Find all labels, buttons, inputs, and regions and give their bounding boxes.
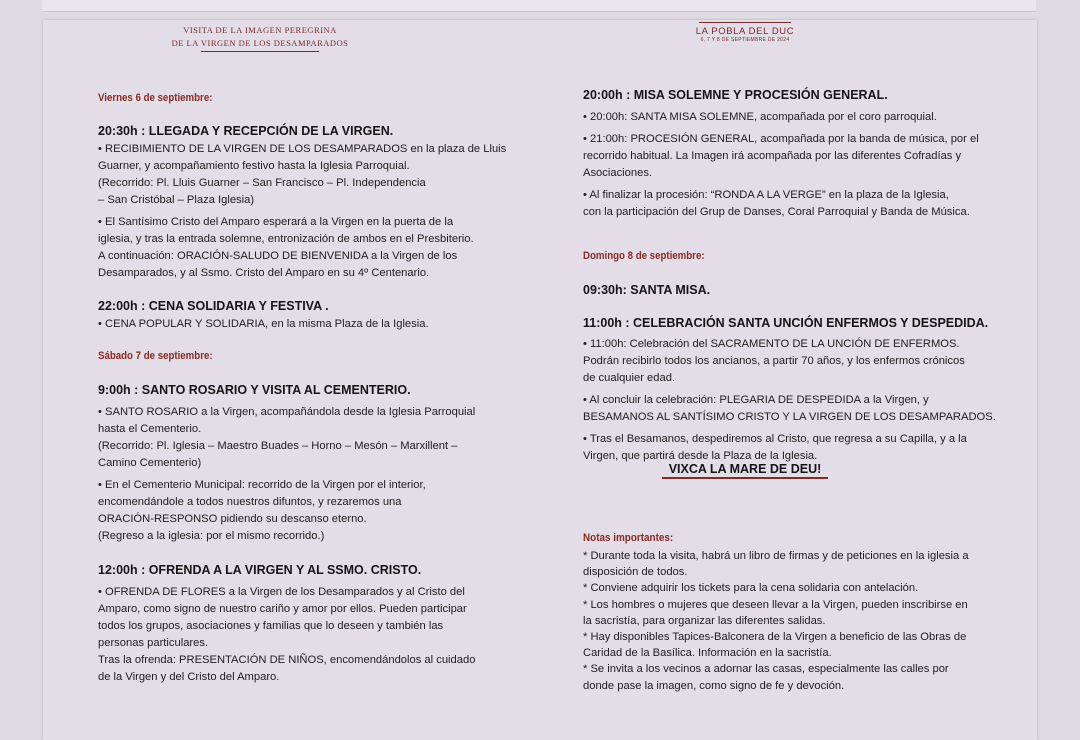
notes-list xyxy=(583,548,969,694)
text-line: recorrido habitual. La Imagen irá acompañada por las diferentes Cofradías y xyxy=(583,150,962,162)
text-line: con la participación del Grup de Danses, Coral Parroquial y Banda de Música. xyxy=(583,206,970,218)
text-line: * Hay disponibles Tapices-Balconera de la Virgen a beneficio de las Obras de xyxy=(583,631,967,644)
text-line: • CENA POPULAR Y SOLIDARIA, en la misma Plaza de la Iglesia. xyxy=(98,318,429,330)
text-line: Camino Cementerio) xyxy=(98,457,202,469)
text-line: • Al concluir la celebración: PLEGARIA DE DESPEDIDA a la Virgen, y xyxy=(583,394,929,406)
text-line: Guarner, y acompañamiento festivo hasta la Iglesia Parroquial. xyxy=(98,160,410,172)
text-line: Virgen, que partirá desde la Plaza de la Iglesia. xyxy=(583,450,818,462)
text-line: Amparo, como signo de nuestro cariño y amor por ellos. Pueden participar xyxy=(98,603,467,615)
event-paragraph xyxy=(583,392,996,426)
text-line: • RECIBIMIENTO DE LA VIRGEN DE LOS DESAMPARADOS en la plaza de Lluis xyxy=(98,143,507,155)
text-line: • Tras el Besamanos, despediremos al Cristo, que regresa a su Capilla, y a la xyxy=(583,433,967,445)
event-paragraph xyxy=(98,141,506,209)
closing-acclamation xyxy=(662,462,828,479)
text-line: de la Virgen y del Cristo del Amparo. xyxy=(98,671,280,683)
text-line: ORACIÓN-RESPONSO pidiendo su descanso eterno. xyxy=(98,513,367,525)
text-line: • En el Cementerio Municipal: recorrido de la Virgen por el interior, xyxy=(98,479,426,491)
text-line: • OFRENDA DE FLORES a la Virgen de los Desamparados y al Cristo del xyxy=(98,586,465,598)
text-line: • 20:00h: SANTA MISA SOLEMNE, acompañada por el coro parroquial. xyxy=(583,111,937,123)
text-line: donde pase la imagen, como signo de fe y devoción. xyxy=(583,679,845,692)
text-line: • 21:00h: PROCESIÓN GENERAL, acompañada por la banda de música, por el xyxy=(583,133,979,145)
closing-acclamation-underline xyxy=(662,477,828,479)
event-paragraph xyxy=(583,109,937,126)
text-line: (Regreso a la iglesia: por el mismo recorrido.) xyxy=(98,530,325,542)
event-paragraph xyxy=(583,187,970,221)
event-title-sunday-mass: 09:30h: SANTA MISA. xyxy=(583,283,711,297)
text-line: disposición de todos. xyxy=(583,566,688,579)
event-title-rosary: 9:00h : SANTO ROSARIO Y VISITA AL CEMENTERIO. xyxy=(98,383,411,397)
text-line: * Los hombres o mujeres que deseen llevar a la Virgen, pueden inscribirse en xyxy=(583,598,968,611)
text-line: (Recorrido: Pl. Iglesia – Maestro Buades – Horno – Mesón – Marxillent – xyxy=(98,440,458,452)
day-heading-saturday: Sábado 7 de septiembre: xyxy=(98,350,213,362)
text-line: * Conviene adquirir los tickets para la cena solidaria con antelación. xyxy=(583,582,919,595)
text-line: Asociaciones. xyxy=(583,167,653,179)
event-paragraph xyxy=(583,431,967,465)
text-line: iglesia, y tras la entrada solemne, entronización de ambos en el Presbiterio. xyxy=(98,233,474,245)
event-paragraph xyxy=(98,404,475,472)
previous-page-edge xyxy=(42,0,1036,12)
text-line: Tras la ofrenda: PRESENTACIÓN DE NIÑOS, encomendándolos al cuidado xyxy=(98,654,476,666)
text-line: • SANTO ROSARIO a la Virgen, acompañándola desde la Iglesia Parroquial xyxy=(98,406,476,418)
text-line: • 11:00h: Celebración del SACRAMENTO DE LA UNCIÓN DE ENFERMOS. xyxy=(583,338,960,350)
event-title-anointing: 11:00h : CELEBRACIÓN SANTA UNCIÓN ENFERMOS Y DESPEDIDA. xyxy=(583,316,989,330)
event-title-dinner: 22:00h : CENA SOLIDARIA Y FESTIVA . xyxy=(98,299,329,313)
text-line: A continuación: ORACIÓN-SALUDO DE BIENVENIDA a la Virgen de los xyxy=(98,250,458,262)
header-right-rule xyxy=(699,22,791,23)
header-right-town: LA POBLA DEL DUC xyxy=(695,26,795,37)
closing-acclamation-text: VIXCA LA MARE DE DEU! xyxy=(668,462,822,476)
text-line: (Recorrido: Pl. Lluis Guarner – San Francisco – Pl. Independencia xyxy=(98,177,426,189)
event-paragraph xyxy=(583,336,965,387)
text-line: todos los grupos, asociaciones y familias que lo deseen y también las xyxy=(98,620,444,632)
header-left xyxy=(165,24,355,52)
header-left-line1: VISITA DE LA IMAGEN PEREGRINA xyxy=(183,25,337,35)
text-line: personas particulares. xyxy=(98,637,209,649)
event-title-arrival: 20:30h : LLEGADA Y RECEPCIÓN DE LA VIRGEN. xyxy=(98,124,394,138)
notes-heading: Notas importantes: xyxy=(583,532,674,544)
event-paragraph xyxy=(98,477,426,545)
event-title-mass-procession: 20:00h : MISA SOLEMNE Y PROCESIÓN GENERAL. xyxy=(583,88,888,102)
event-paragraph xyxy=(98,584,475,686)
header-right xyxy=(692,22,798,44)
day-heading-sunday: Domingo 8 de septiembre: xyxy=(583,250,705,262)
day-heading-friday: Viernes 6 de septiembre: xyxy=(98,92,213,104)
text-line: • El Santísimo Cristo del Amparo esperará a la Virgen en la puerta de la xyxy=(98,216,454,228)
header-left-rule xyxy=(201,51,319,52)
text-line: Desamparados, y al Ssmo. Cristo del Amparo en su 4º Centenario. xyxy=(98,267,430,279)
text-line: encomendándole a todos nuestros difuntos, y rezaremos una xyxy=(98,496,402,508)
text-line: BESAMANOS AL SANTÍSIMO CRISTO Y LA VIRGEN DE LOS DESAMPARADOS. xyxy=(583,411,996,423)
text-line: – San Cristóbal – Plaza Iglesia) xyxy=(98,194,255,206)
text-line: * Se invita a los vecinos a adornar las casas, especialmente las calles por xyxy=(583,663,949,676)
header-right-dates: 6, 7 Y 8 DE SEPTIEMBRE DE 2024 xyxy=(700,37,790,43)
text-line: hasta el Cementerio. xyxy=(98,423,202,435)
text-line: Podrán recibirlo todos los ancianos, a partir 70 años, y los enfermos crónicos xyxy=(583,355,965,367)
text-line: de cualquier edad. xyxy=(583,372,676,384)
text-line: la sacristía, para organizar las diferentes salidas. xyxy=(583,614,826,627)
event-title-offering: 12:00h : OFRENDA A LA VIRGEN Y AL SSMO. CRISTO. xyxy=(98,563,422,577)
event-paragraph xyxy=(98,316,429,333)
text-line: • Al finalizar la procesión: “RONDA A LA VERGE” en la plaza de la Iglesia, xyxy=(583,189,949,201)
text-line: Caridad de la Basílica. Información en la sacristía. xyxy=(583,647,832,660)
header-left-line2: DE LA VIRGEN DE LOS DESAMPARADOS xyxy=(171,38,349,48)
event-paragraph xyxy=(583,131,979,182)
event-paragraph xyxy=(98,214,474,282)
text-line: * Durante toda la visita, habrá un libro de firmas y de peticiones en la iglesia a xyxy=(583,550,969,562)
